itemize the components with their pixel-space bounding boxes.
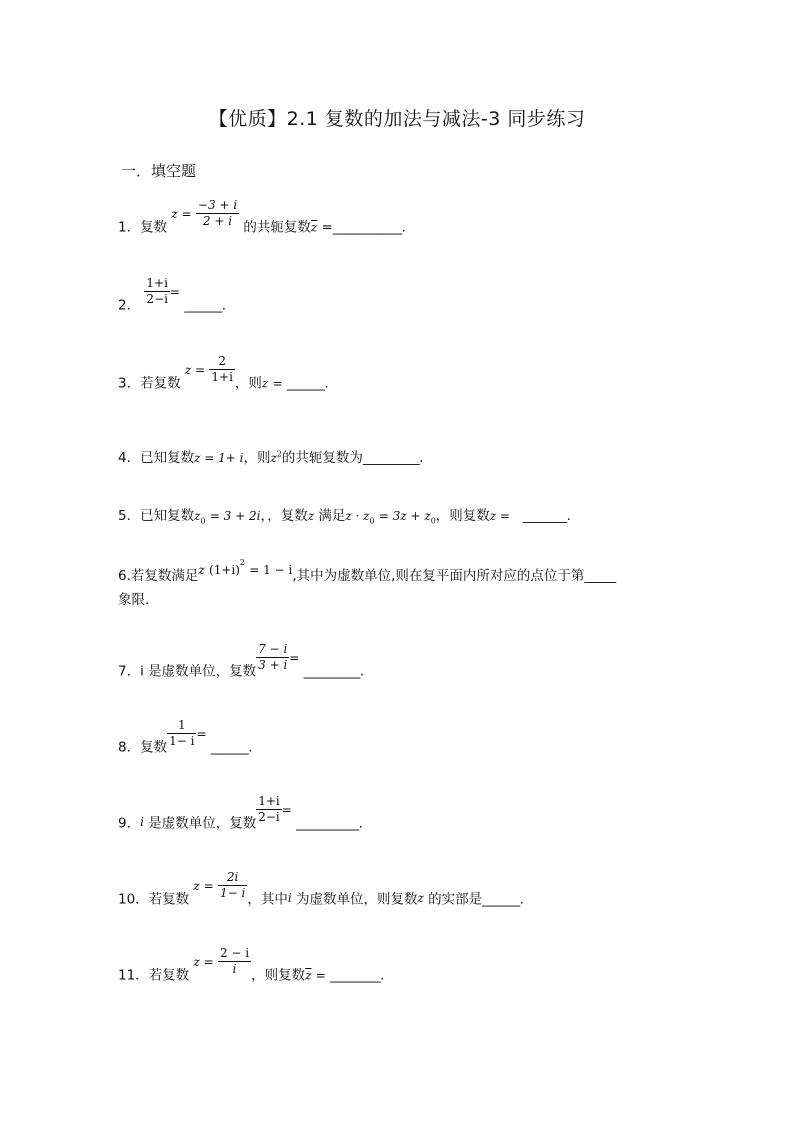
period: . (324, 375, 329, 392)
question-5: 5．已知复数$z_0 = 3 + 2i$，，复数z 满足$z \cdot z_0 = 3z + z_0$，则复数z = _______. (118, 508, 571, 526)
answer-blank: _________ (303, 663, 360, 680)
fraction-denominator: 1+i (211, 370, 233, 384)
fraction-numerator: 1 (167, 718, 196, 734)
period: . (248, 739, 253, 756)
question-text: ，则 (243, 450, 271, 466)
equals-sign: = (289, 650, 300, 665)
fraction-denominator: 2−i (258, 810, 280, 824)
question-4 (118, 446, 423, 466)
equals-sign: = (321, 219, 333, 236)
math-lhs: z = (171, 206, 192, 221)
question-number: 7． (118, 663, 141, 680)
period: . (380, 967, 385, 984)
fraction (209, 354, 235, 385)
math-subscript: 0 (200, 516, 206, 526)
question-number: 3． (118, 375, 141, 392)
answer-blank: _______ (522, 508, 567, 524)
page-title: 【优质】2.1 复数的加法与减法-3 同步练习 (208, 108, 586, 130)
period: . (566, 508, 571, 524)
section-heading: 一．填空题 (121, 162, 197, 180)
math-variable: z (198, 563, 205, 577)
fraction-numerator: 2i (218, 870, 247, 886)
fraction (218, 946, 251, 977)
math-variable: z (194, 509, 201, 523)
fraction (256, 642, 289, 673)
period: . (419, 450, 424, 466)
question-text: 若复数 (140, 375, 181, 392)
equals-sign: = (169, 284, 180, 299)
question-text: ，复数 (267, 508, 308, 524)
fraction-numerator: 1+i (146, 276, 168, 290)
fraction-numerator: 1+i (258, 794, 280, 808)
period: . (358, 815, 363, 832)
math-variable: i (287, 890, 292, 905)
question-text: 是虚数单位，复数 (148, 815, 257, 832)
fraction-numerator: 7 − i (258, 642, 288, 656)
question-2 (118, 276, 227, 321)
question-8 (118, 718, 253, 763)
answer-blank: _____ (584, 568, 616, 584)
question-number: 10． (118, 891, 149, 908)
fraction-numerator: 2 (209, 354, 235, 370)
math-lhs: z = (193, 954, 214, 969)
fraction (218, 870, 247, 901)
question-text: 复数 (140, 219, 168, 236)
fraction-denominator: i (232, 962, 237, 976)
question-text: 已知复数 (140, 508, 195, 524)
fraction-denominator: 3 + i (258, 658, 288, 672)
math-variable: z (261, 376, 269, 391)
equals-sign: = (196, 726, 207, 741)
question-number: 6. (118, 568, 131, 584)
math-subscript: 0 (369, 516, 375, 526)
question-text: ，则复数 (251, 967, 306, 984)
math-variable: z (270, 451, 277, 465)
answer-blank: _________ (362, 450, 420, 466)
question-number: 9． (118, 815, 141, 832)
math-variable: z (417, 890, 424, 905)
question-text: ，则复数 (435, 508, 490, 524)
math-exponent: 2 (239, 557, 245, 567)
question-6 (118, 557, 616, 584)
math-expression: = 3z + z (378, 509, 431, 523)
answer-blank: ___________ (332, 219, 402, 236)
answer-blank: ______ (184, 297, 222, 314)
question-6-continued (118, 588, 159, 608)
equals-sign: = (315, 968, 326, 983)
question-text: 的共轭复数 (243, 219, 311, 236)
answer-blank: ______ (286, 375, 325, 392)
question-1 (118, 198, 406, 243)
period: . (519, 891, 524, 908)
question-text: 为虚数单位，则复数 (295, 891, 418, 908)
question-text: 已知复数 (140, 450, 195, 466)
question-3 (118, 354, 329, 399)
fraction-numerator: 2 − i (219, 946, 250, 960)
math-exponent: 2 (276, 449, 282, 459)
question-7 (118, 642, 365, 687)
fraction-denominator: 1− i (219, 886, 246, 900)
fraction-denominator: 2 + i (202, 214, 233, 228)
question-text: i 是虚数单位，复数 (140, 663, 257, 680)
answer-blank: __________ (296, 815, 359, 832)
math-expression: z = (489, 509, 510, 523)
question-text: ，则 (234, 375, 262, 392)
question-text: 满足 (318, 508, 346, 524)
fraction (167, 718, 196, 749)
question-number: 2． (118, 297, 141, 314)
question-text: 若复数 (148, 891, 190, 908)
math-expression: z = 1+ i (194, 451, 244, 465)
question-11 (118, 946, 385, 991)
math-variable: z (307, 509, 315, 523)
question-10 (118, 870, 524, 915)
question-text: 的共轭复数为 (281, 450, 363, 466)
math-lhs: z = (193, 878, 214, 893)
question-number: 8． (118, 739, 141, 756)
equals-sign: = (272, 376, 283, 391)
question-text: 若复数满足 (130, 568, 199, 584)
math-lhs: z = (184, 362, 206, 377)
fraction (144, 276, 170, 307)
period: . (221, 297, 227, 314)
question-text: ,其中为虚数单位,则在复平面内所对应的点位于第 (292, 568, 585, 584)
question-text: 象限． (118, 592, 159, 608)
fraction-numerator: −3 + i (197, 198, 238, 212)
answer-blank: ______ (482, 891, 520, 908)
question-number: 4． (118, 450, 141, 466)
question-number: 1． (118, 219, 141, 236)
math-expression: = 1 − i (249, 563, 293, 577)
question-text: ，其中 (247, 891, 288, 908)
question-number: 11． (118, 967, 149, 984)
conjugate-symbol: $\overline{z}$ (305, 968, 312, 983)
fraction-denominator: 2−i (146, 292, 168, 306)
fraction (256, 794, 282, 825)
answer-blank: ________ (330, 967, 381, 984)
math-expression: = 3 + 2i (209, 509, 261, 523)
question-text: 的实部是 (428, 891, 483, 908)
conjugate-symbol: $\overline{z}$ (310, 220, 318, 235)
math-variable: i (140, 814, 144, 829)
fraction-denominator: 1− i (169, 734, 195, 748)
math-expression: (1+i) (209, 563, 240, 577)
math-expression: z · z (345, 509, 370, 523)
question-9 (118, 794, 363, 839)
question-number: 5． (118, 508, 141, 524)
fraction (196, 198, 239, 229)
period: . (359, 663, 365, 680)
period: . (401, 219, 406, 236)
answer-blank: ______ (210, 739, 249, 756)
equals-sign: = (281, 802, 292, 817)
question-text: 复数 (140, 739, 168, 756)
math-subscript: 0 (430, 516, 436, 526)
question-text: 若复数 (148, 967, 190, 984)
